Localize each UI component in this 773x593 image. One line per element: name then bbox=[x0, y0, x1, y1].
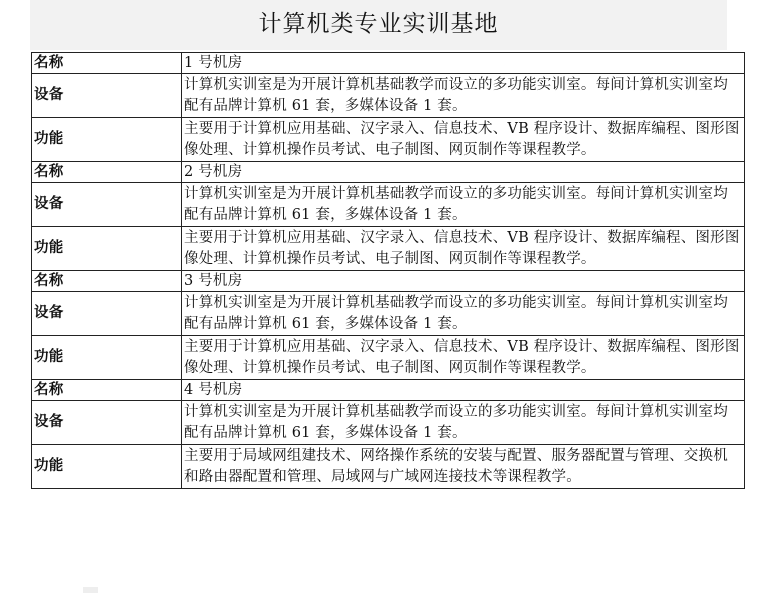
room-equipment: 计算机实训室是为开展计算机基础教学而设立的多功能实训室。每间计算机实训室均配有品牌计算机 61 套，多媒体设备 1 套。 bbox=[182, 292, 745, 336]
equipment-label: 设备 bbox=[32, 292, 182, 336]
name-label: 名称 bbox=[32, 380, 182, 401]
function-label: 功能 bbox=[32, 227, 182, 271]
room-2-equipment-row bbox=[32, 183, 745, 227]
room-1-name-row bbox=[32, 53, 745, 74]
room-1-function-row bbox=[32, 118, 745, 162]
room-name: 4 号机房 bbox=[182, 380, 745, 401]
name-label: 名称 bbox=[32, 162, 182, 183]
room-equipment: 计算机实训室是为开展计算机基础教学而设立的多功能实训室。每间计算机实训室均配有品牌计算机 61 套，多媒体设备 1 套。 bbox=[182, 401, 745, 445]
page-title: 计算机类专业实训基地 bbox=[258, 11, 499, 37]
equipment-label: 设备 bbox=[32, 74, 182, 118]
name-label: 名称 bbox=[32, 271, 182, 292]
name-label: 名称 bbox=[32, 53, 182, 74]
function-label: 功能 bbox=[32, 445, 182, 489]
room-name: 3 号机房 bbox=[182, 271, 745, 292]
room-2-name-row bbox=[32, 162, 745, 183]
room-equipment: 计算机实训室是为开展计算机基础教学而设立的多功能实训室。每间计算机实训室均配有品牌计算机 61 套，多媒体设备 1 套。 bbox=[182, 74, 745, 118]
room-function: 主要用于局域网组建技术、网络操作系统的安装与配置、服务器配置与管理、交换机和路由器配置和管理、局域网与广域网连接技术等课程教学。 bbox=[182, 445, 745, 489]
equipment-label: 设备 bbox=[32, 183, 182, 227]
room-equipment: 计算机实训室是为开展计算机基础教学而设立的多功能实训室。每间计算机实训室均配有品牌计算机 61 套，多媒体设备 1 套。 bbox=[182, 183, 745, 227]
room-4-function-row bbox=[32, 445, 745, 489]
function-label: 功能 bbox=[32, 336, 182, 380]
room-1-equipment-row bbox=[32, 74, 745, 118]
function-label: 功能 bbox=[32, 118, 182, 162]
room-4-equipment-row bbox=[32, 401, 745, 445]
room-3-function-row bbox=[32, 336, 745, 380]
room-function: 主要用于计算机应用基础、汉字录入、信息技术、VB 程序设计、数据库编程、图形图像处理、计算机操作员考试、电子制图、网页制作等课程教学。 bbox=[182, 336, 745, 380]
room-2-function-row bbox=[32, 227, 745, 271]
corner-mark bbox=[83, 587, 98, 593]
room-4-name-row bbox=[32, 380, 745, 401]
room-name: 2 号机房 bbox=[182, 162, 745, 183]
room-name: 1 号机房 bbox=[182, 53, 745, 74]
facility-table bbox=[31, 52, 745, 489]
room-function: 主要用于计算机应用基础、汉字录入、信息技术、VB 程序设计、数据库编程、图形图像处理、计算机操作员考试、电子制图、网页制作等课程教学。 bbox=[182, 227, 745, 271]
room-function: 主要用于计算机应用基础、汉字录入、信息技术、VB 程序设计、数据库编程、图形图像处理、计算机操作员考试、电子制图、网页制作等课程教学。 bbox=[182, 118, 745, 162]
room-3-name-row bbox=[32, 271, 745, 292]
equipment-label: 设备 bbox=[32, 401, 182, 445]
room-3-equipment-row bbox=[32, 292, 745, 336]
